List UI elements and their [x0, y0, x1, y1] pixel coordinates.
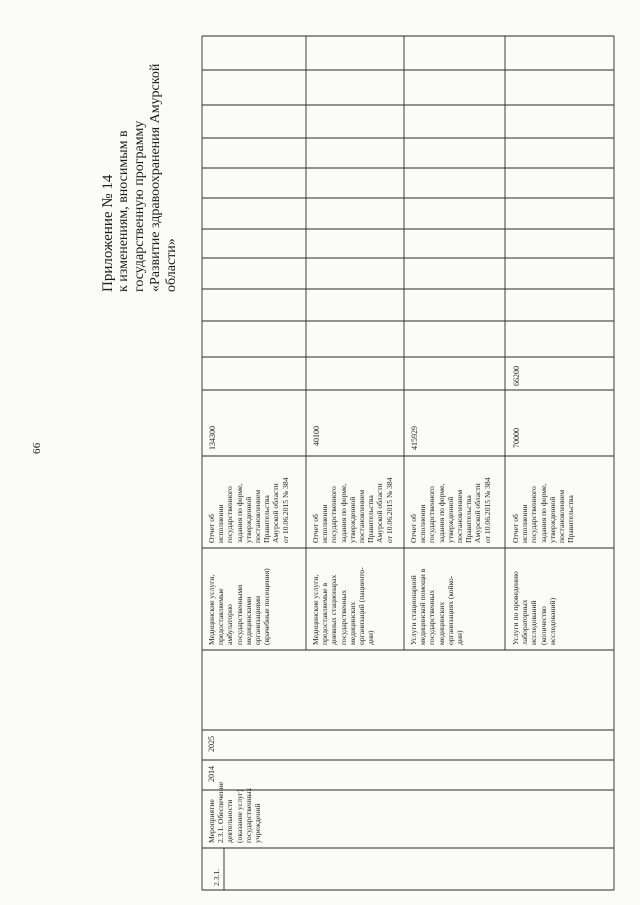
- cell-text-line: организациями: [253, 595, 263, 645]
- cell-text-line: Услуги по проведению: [511, 571, 520, 645]
- service-name: [511, 571, 557, 645]
- cell-text-line: Амурской области: [473, 483, 483, 543]
- value-a: [312, 426, 321, 446]
- cell-text-line: Отчет об: [207, 514, 216, 543]
- appendix-title: Приложение № 14: [100, 174, 116, 292]
- cell-text-line: задания по форме,: [436, 483, 446, 543]
- service-name: [207, 568, 271, 645]
- activity-cell: [207, 782, 262, 843]
- cell-text-line: амбулаторно: [225, 604, 235, 645]
- cell-text-line: задания по форме,: [234, 483, 244, 543]
- cell-text-line: от 10.06.2015 № 384: [384, 477, 394, 543]
- page-number: 66: [31, 442, 43, 454]
- cell-text-line: 66200: [512, 366, 521, 386]
- cell-text-line: Медицинские услуги,: [311, 574, 320, 645]
- cell-text-line: (оказание услуг): [234, 789, 244, 843]
- cell-text-line: Медицинские услуги,: [207, 574, 216, 645]
- cell-text-line: государственного: [329, 486, 339, 543]
- cell-text-line: Правительства: [366, 495, 376, 543]
- cell-text-line: 415929: [410, 426, 419, 450]
- value-a: [512, 428, 521, 448]
- cell-text-line: исследований): [547, 597, 557, 645]
- cell-text-line: исполнении: [418, 504, 428, 543]
- cell-text-line: Правительства: [262, 495, 272, 543]
- cell-text-line: Услуги стационарной: [409, 575, 418, 645]
- report-document: [409, 477, 492, 543]
- cell-text-line: Мероприятие: [207, 799, 216, 843]
- cell-text-line: дни): [366, 630, 376, 645]
- cell-text-line: от 10.06.2015 № 384: [482, 477, 492, 543]
- cell-text-line: организациях (койко-: [445, 575, 455, 645]
- report-document: [207, 477, 290, 543]
- service-name: [409, 569, 464, 645]
- cell-text-line: Правительства: [464, 495, 474, 543]
- cell-text-line: 70000: [512, 428, 521, 448]
- cell-text-line: исполнении: [520, 504, 530, 543]
- value-a: [208, 426, 217, 450]
- cell-text-line: (количество: [538, 606, 548, 645]
- year-end: [207, 736, 216, 752]
- cell-text-line: Отчет об: [511, 514, 520, 543]
- cell-text-line: Отчет об: [409, 514, 418, 543]
- cell-text-line: 2014: [207, 766, 216, 782]
- cell-text-line: постановлением: [455, 489, 465, 543]
- value-a: [410, 426, 419, 450]
- cell-text-line: государственного: [427, 486, 437, 543]
- appendix-line: к изменениям, вносимым в: [116, 130, 131, 292]
- cell-text-line: задания по форме,: [338, 483, 348, 543]
- cell-text-line: государственных: [243, 787, 253, 843]
- cell-text-line: государственного: [529, 486, 539, 543]
- cell-text-line: государственного: [225, 486, 235, 543]
- cell-text-line: государственными: [234, 584, 244, 645]
- cell-text-line: 2.3.1.: [212, 868, 221, 886]
- cell-text-line: дневных стационарах: [329, 574, 339, 645]
- cell-text-line: 2.3.1. Обеспечение: [216, 781, 226, 843]
- cell-text-line: Амурской области: [271, 483, 281, 543]
- cell-text-line: утвержденной: [347, 496, 357, 543]
- cell-text-line: постановлением: [357, 489, 367, 543]
- cell-text-line: задания по форме,: [538, 483, 548, 543]
- cell-text-line: учреждений: [253, 803, 263, 843]
- cell-text-line: утвержденной: [445, 496, 455, 543]
- cell-text-line: (врачебные посещения): [262, 568, 272, 645]
- cell-text-line: предоставляемые: [216, 588, 226, 645]
- cell-text-line: 134300: [208, 426, 217, 450]
- cell-text-line: Отчет об: [311, 514, 320, 543]
- appendix-line: государственную программу: [132, 120, 147, 292]
- cell-text-line: исполнении: [216, 504, 226, 543]
- cell-text-line: от 10.06.2015 № 384: [280, 477, 290, 543]
- cell-text-line: деятельности: [225, 799, 235, 843]
- cell-text-line: организаций (пациенто-: [357, 567, 367, 645]
- cell-text-line: лабораторных: [520, 599, 530, 645]
- cell-text-line: государственных: [427, 589, 437, 645]
- cell-text-line: медицинских: [436, 601, 446, 645]
- cell-text-line: медицинскими: [243, 596, 253, 645]
- cell-text-line: исполнении: [320, 504, 330, 543]
- cell-text-line: утвержденной: [547, 496, 557, 543]
- value-b: [512, 366, 521, 386]
- report-document: [511, 484, 575, 543]
- cell-text-line: Правительства: [566, 495, 576, 543]
- report-document: [311, 477, 394, 543]
- cell-text-line: исследований: [529, 600, 539, 645]
- year-start: [207, 766, 216, 782]
- cell-text-line: медицинских: [347, 601, 357, 645]
- cell-text-line: постановлением: [253, 489, 263, 543]
- cell-text-line: Амурской области: [375, 483, 385, 543]
- cell-text-line: утвержденной: [243, 496, 253, 543]
- cell-text-line: 2025: [207, 736, 216, 752]
- appendix-line: «Развитие здравоохранения Амурской: [148, 63, 163, 292]
- cell-text-line: постановлением: [557, 489, 567, 543]
- cell-text-line: дни): [455, 630, 465, 645]
- cell-text-line: предоставляемые в: [320, 582, 330, 645]
- cell-text-line: 40100: [312, 426, 321, 446]
- appendix-line: области»: [164, 238, 179, 292]
- row-id: [212, 869, 221, 886]
- cell-text-line: государственных: [338, 589, 348, 645]
- cell-text-line: медицинской помощи в: [418, 568, 428, 645]
- service-name: [311, 567, 375, 645]
